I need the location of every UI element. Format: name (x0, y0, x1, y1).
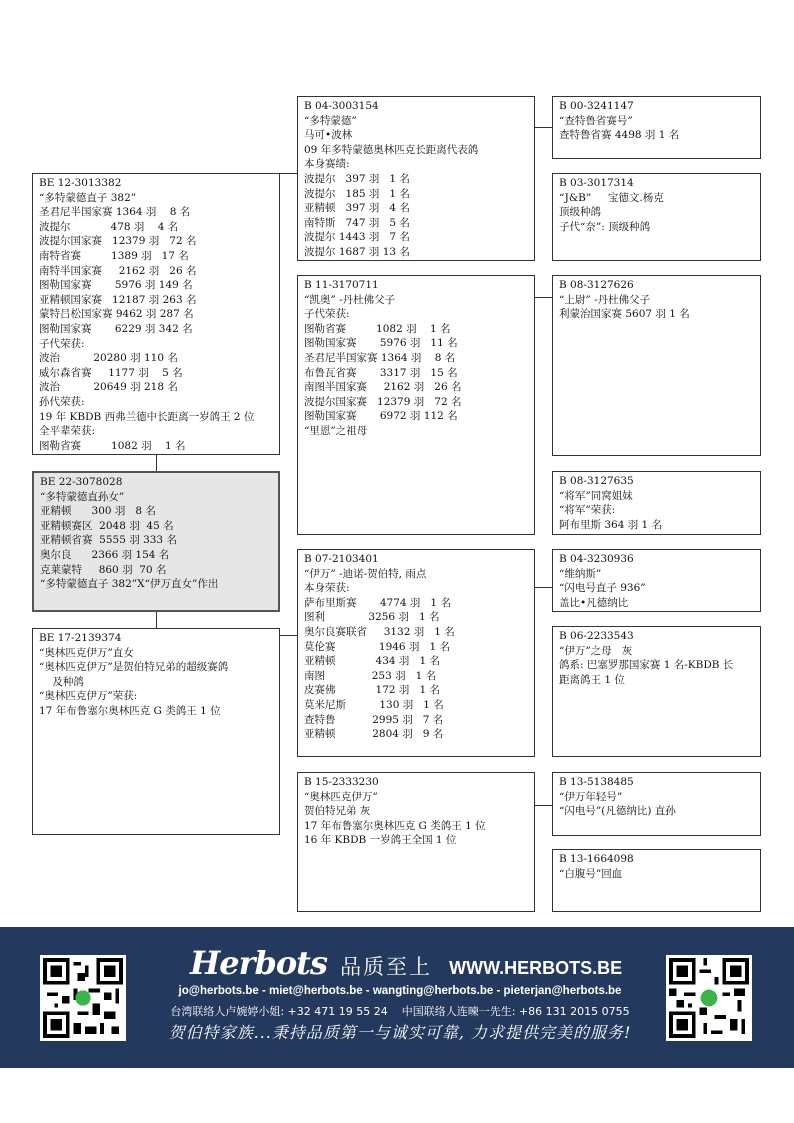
pedigree-line: 奥尔良赛联省 3132 羽 1 名 (304, 625, 455, 638)
pedigree-line: 利蒙治国家赛 5607 羽 1 名 (559, 308, 690, 321)
connector (534, 297, 552, 298)
pedigree-line: 图勒省赛 1082 羽 1 名 (39, 439, 186, 452)
pedigree-line: 盖比•凡德纳比 (559, 596, 629, 609)
sire-sire-box (297, 96, 535, 261)
ring-number: B 08-3127635 (559, 475, 634, 487)
pedigree-line: “多特蒙德直子 382”X“伊万直女”作出 (40, 578, 219, 591)
pedigree-line: “里恩”之祖母 (304, 424, 368, 437)
pedigree-line: 南图半国家赛 2162 羽 26 名 (304, 381, 462, 394)
pedigree-line: 南特半国家赛 2162 羽 26 名 (39, 264, 197, 277)
pedigree-line: 查特鲁 2995 羽 7 名 (304, 713, 444, 726)
pedigree-line: “多特蒙德直孙女” (40, 490, 125, 503)
pedigree-line: “凯奥” -丹杜佛父子 (304, 293, 396, 306)
pedigree-line: “闪电号”(凡德纳比) 直孙 (559, 805, 676, 818)
ring-number: B 03-3017314 (559, 177, 634, 189)
contact-china: 中国联络人连暕一先生: +86 131 2015 0755 (401, 1005, 630, 1018)
g3-box (552, 849, 761, 912)
pedigree-line: 亚精顿赛区 2048 羽 45 名 (40, 519, 174, 532)
email-addresses[interactable]: jo@herbots.be - miet@herbots.be - wangting@herbots.be - pieterjan@herbots.be (178, 985, 622, 997)
pedigree-line: 莫米尼斯 130 羽 1 名 (304, 698, 444, 711)
pedigree-line: 图利 3256 羽 1 名 (304, 611, 440, 624)
pedigree-line: “伊万年轻号” (559, 790, 623, 803)
qr-pattern (43, 958, 123, 1038)
pedigree-line: 孙代荣获: (39, 395, 85, 408)
g3-box (552, 471, 761, 535)
pedigree-line: 亚精顿 300 羽 8 名 (40, 505, 156, 518)
connector (279, 173, 297, 174)
g3-box (552, 96, 761, 159)
pedigree-line: 17 年布鲁塞尔奥林匹克 G 类鸽王 1 位 (39, 704, 221, 717)
pedigree-line: “多特蒙德直子 382” (39, 191, 137, 204)
ring-number: B 04-3003154 (304, 100, 379, 112)
pedigree-line: 波提尔国家赛 12379 羽 72 名 (39, 235, 197, 248)
ring-number: B 11-3170711 (304, 279, 379, 291)
contact-line (130, 1003, 670, 1019)
pedigree-line: 波治 20280 羽 110 名 (39, 352, 178, 365)
pedigree-line: 亚精顿 2804 羽 9 名 (304, 728, 444, 741)
dam-box (32, 628, 280, 835)
pedigree-line: “闪电号直子 936” (559, 582, 646, 595)
pedigree-line: 布鲁瓦省赛 3317 羽 15 名 (304, 366, 458, 379)
pedigree-line: “查特鲁省赛号” (559, 114, 633, 127)
pedigree-line: 贺伯特兄弟 灰 (304, 805, 371, 818)
pedigree-line: 图勒国家赛 6972 羽 112 名 (304, 410, 458, 423)
pedigree-line: 南特斯 747 羽 5 名 (304, 216, 410, 229)
pedigree-line: “多特蒙德” (304, 114, 357, 127)
ring-number: BE 22-3078028 (40, 476, 123, 488)
pedigree-line: 亚精顿省赛 5555 羽 333 名 (40, 534, 177, 547)
pedigree-line: “伊万”之母 灰 (559, 644, 633, 657)
pedigree-line: “维纳斯” (559, 567, 602, 580)
pedigree-line: “奥林匹克伊万”直女 (39, 646, 134, 659)
pedigree-line: 本身荣获: (304, 582, 350, 595)
pedigree-line: 波提尔 478 羽 4 名 (39, 220, 179, 233)
qr-pattern (669, 958, 749, 1038)
connector (534, 127, 552, 128)
connector (534, 805, 552, 806)
pedigree-line: 威尔森省赛 1177 羽 5 名 (39, 366, 183, 379)
pedigree-line: 本身赛绩: (304, 158, 350, 171)
pedigree-line: “将军”荣获: (559, 504, 616, 517)
pedigree-line: 圣君尼半国家赛 1364 羽 8 名 (304, 351, 456, 364)
g3-box (552, 626, 761, 757)
pedigree-line: “白腹号”回血 (559, 867, 623, 880)
pedigree-line: 17 年布鲁塞尔奥林匹克 G 类鸽王 1 位 (304, 819, 486, 832)
ring-number: B 08-3127626 (559, 279, 634, 291)
pedigree-line: 鸽系: 巴塞罗那国家赛 1 名-KBDB 长 (559, 659, 734, 672)
g3-box (552, 549, 761, 612)
g3-box (552, 173, 761, 261)
pedigree-line: “奥林匹克伊万”是贺伯特兄弟的超级赛鸽 (39, 661, 229, 674)
connector (534, 587, 552, 588)
pedigree-line: “伊万” -迪诺-贺伯特, 雨点 (304, 567, 427, 580)
line-qr-code-icon[interactable] (40, 955, 126, 1041)
pedigree-line: 09 年多特蒙德奥林匹克长距离代表鸽 (304, 143, 479, 156)
ring-number: B 13-5138485 (559, 776, 634, 788)
pedigree-line: 图勒国家赛 5976 羽 149 名 (39, 279, 193, 292)
ring-number: B 00-3241147 (559, 100, 634, 112)
connector (156, 611, 157, 628)
footer-tagline: 贺伯特家族...秉持品质第一与诚实可靠, 力求提供完美的服务! (168, 1023, 632, 1042)
pedigree-line: 子代荣获: (39, 337, 85, 350)
sire-dam-box (297, 275, 535, 535)
g3-box (552, 772, 761, 836)
pedigree-line: 马可•波林 (304, 129, 353, 142)
pedigree-line: 克莱蒙特 860 羽 70 名 (40, 563, 167, 576)
connector (156, 454, 157, 471)
contact-taiwan: 台湾联络人卢婉婷小姐: +32 471 19 55 24 (170, 1005, 388, 1018)
ring-number: B 07-2103401 (304, 553, 379, 565)
pedigree-line: “奥林匹克伊万” (304, 790, 378, 803)
pedigree-line: 南图 253 羽 1 名 (304, 669, 437, 682)
g3-box (552, 275, 761, 456)
sire-box (32, 173, 280, 455)
slogan: 品质至上 (340, 955, 433, 979)
pedigree-line: 阿布里斯 364 羽 1 名 (559, 518, 663, 531)
ring-number: B 15-2333230 (304, 776, 379, 788)
pedigree-line: 波提尔国家赛 12379 羽 72 名 (304, 395, 462, 408)
pedigree-line: 子代荣获: (304, 308, 350, 321)
brand-row (190, 944, 623, 984)
pedigree-line: 波提尔 397 羽 1 名 (304, 172, 410, 185)
pedigree-line: 及种鸽 (39, 675, 84, 688)
ring-number: BE 17-2139374 (39, 632, 122, 644)
pedigree-line: 蒙特吕松国家赛 9462 羽 287 名 (39, 308, 194, 321)
pedigree-line: 全平辈荣获: (39, 425, 96, 438)
pedigree-line: 图勒国家赛 5976 羽 11 名 (304, 337, 458, 350)
pedigree-line: 波提尔 185 羽 1 名 (304, 187, 410, 200)
pedigree-line: 子代“奈”: 顶级种鸽 (559, 220, 651, 233)
ring-number: B 06-2233543 (559, 630, 634, 642)
subject-box (32, 471, 280, 612)
pedigree-line: 图勒省赛 1082 羽 1 名 (304, 322, 451, 335)
pedigree-line: 亚精顿 434 羽 1 名 (304, 655, 440, 668)
pedigree-line: “J&B” 宝德文.杨克 (559, 191, 664, 204)
pedigree-line: 皮赛佛 172 羽 1 名 (304, 684, 440, 697)
pedigree-line: 南特省赛 1389 羽 17 名 (39, 249, 189, 262)
pedigree-line: 奥尔良 2366 羽 154 名 (40, 548, 170, 561)
pedigree-line: 顶级种鸽 (559, 206, 601, 219)
pedigree-line: 波提尔 1687 羽 13 名 (304, 245, 410, 258)
ring-number: B 13-1664098 (559, 853, 634, 865)
pedigree-line: 16 年 KBDB 一岁鸽王全国 1 位 (304, 834, 457, 847)
pedigree-line: 莫伦赛 1946 羽 1 名 (304, 640, 450, 653)
pedigree-line: 萨布里斯赛 4774 羽 1 名 (304, 596, 451, 609)
pedigree-line: 亚精顿 397 羽 4 名 (304, 202, 410, 215)
pedigree-line: “奥林匹克伊万”荣获: (39, 690, 138, 703)
pedigree-line: 波提尔 1443 羽 7 名 (304, 231, 410, 244)
pedigree-line: “上尉” -丹杜佛父子 (559, 293, 651, 306)
pedigree-line: 图勒国家赛 6229 羽 342 名 (39, 322, 193, 335)
pedigree-line: 19 年 KBDB 西弗兰德中长距离一岁鸽王 2 位 (39, 410, 255, 423)
connector (279, 635, 297, 636)
ring-number: BE 12-3013382 (39, 177, 122, 189)
dam-dam-box (297, 772, 535, 912)
pedigree-line: 波治 20649 羽 218 名 (39, 381, 178, 394)
dam-sire-box (297, 549, 535, 757)
pedigree-line: 亚精顿国家赛 12187 羽 263 名 (39, 293, 197, 306)
website-link[interactable]: WWW.HERBOTS.BE (449, 958, 623, 978)
herbots-logo: Herbots (190, 944, 327, 982)
pedigree-line: 查特鲁省赛 4498 羽 1 名 (559, 129, 680, 142)
pedigree-line: “将军”同窝姐妹 (559, 489, 633, 502)
pedigree-line: 距离鸽王 1 位 (559, 673, 625, 686)
pedigree-line: 圣君尼半国家赛 1364 羽 8 名 (39, 206, 191, 219)
ring-number: B 04-3230936 (559, 553, 634, 565)
